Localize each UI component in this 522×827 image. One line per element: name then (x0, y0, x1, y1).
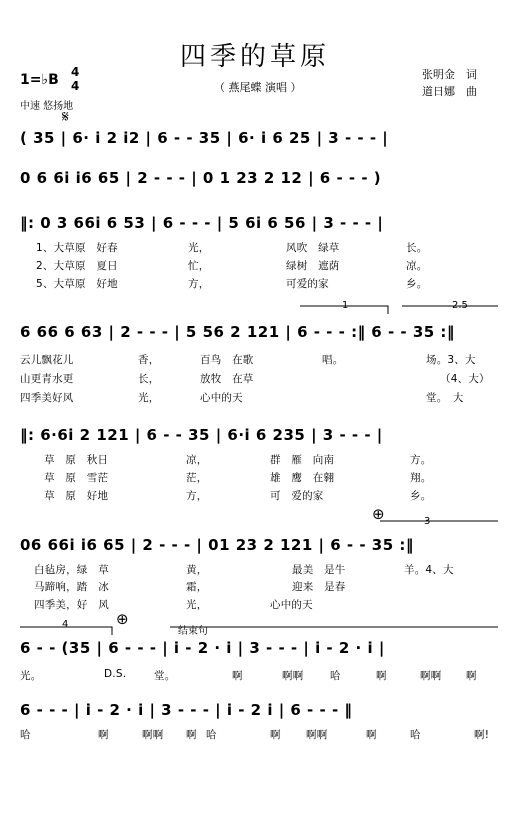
lyric-text: 迎来 是春 (292, 581, 346, 593)
lyric-text: 最美 是牛 (292, 564, 346, 576)
system-1-notes: ( 35 | 6· i 2 i2 | 6 - - 35 | 6· i 6 25 | 3 - - - | (20, 129, 389, 147)
lyric-text: 心中的天 (200, 392, 243, 404)
lyric-text: 群 雁 向南 (270, 454, 335, 466)
lyric-text: 啊 (186, 729, 197, 741)
lyric-text: 草 原 好地 (44, 490, 109, 502)
system-8-notes: 6 - - - | i - 2 · i | 3 - - - | i - 2 i | 6 - - - ‖ (20, 701, 353, 719)
lyric-text: 翔。 (410, 472, 432, 484)
lyric-text: 光， (186, 599, 208, 611)
lyric-text: 忙， (188, 260, 210, 272)
lyric-text: 霜， (186, 581, 208, 593)
lyric-text: 堂。 (154, 670, 176, 682)
lyric-text: 啊 (466, 670, 477, 682)
system-4-notes: 6 66 6 63 | 2 - - - | 5 56 2 121 | 6 - - - :‖ 6 - - 35 :‖ (20, 323, 455, 341)
coda-sign: ⊕ (116, 610, 129, 628)
volta-4-label: 4 (62, 619, 69, 630)
lyric-text: 长。 (406, 242, 428, 254)
lyric-text: 啊! (474, 729, 490, 741)
coda-sign: ⊕ (372, 505, 385, 523)
system-6-notes: 06 66i i6 65 | 2 - - - | 01 23 2 121 | 6 - - 35 :‖ (20, 536, 414, 554)
song-title: 四季的草原 (180, 42, 331, 72)
lyric-text: 光， (188, 242, 210, 254)
lyric-text: 啊啊 (142, 729, 164, 741)
segno-sign: 𝄋 (62, 107, 69, 126)
lyric-text: 雄 鹰 在翱 (270, 472, 335, 484)
lyric-text: 放牧 在草 (200, 373, 254, 385)
lyric-text: 哈 (20, 729, 31, 741)
lyric-text: 百鸟 在歌 (200, 354, 254, 366)
lyric-text: 乡。 (406, 278, 428, 290)
lyric-text: 方， (186, 490, 208, 502)
lyric-text: 2、大草原 夏日 (36, 260, 118, 272)
lyric-text: 白毡房，绿 草 (34, 564, 109, 576)
lyric-text: 凉。 (406, 260, 428, 272)
lyric-text: 哈 (206, 729, 217, 741)
lyric-text: 啊 (376, 670, 387, 682)
lyric-text: 1、大草原 好春 (36, 242, 118, 254)
lyricist-credit: 张明金 词 (422, 68, 477, 81)
time-signature-top: 4 (71, 65, 80, 79)
lyric-text: 啊 (270, 729, 281, 741)
lyric-text: 方， (188, 278, 210, 290)
lyric-text: 啊 (232, 670, 243, 682)
lyric-text: 乡。 (410, 490, 432, 502)
system-2-notes: 0 6 6i i6 65 | 2 - - - | 0 1 23 2 12 | 6 - - - ) (20, 169, 382, 187)
tempo-marking: 中速 悠扬地 (20, 101, 74, 112)
lyric-text: 长， (138, 373, 160, 385)
lyric-text: 风吹 绿草 (286, 242, 340, 254)
lyric-text: 啊 (98, 729, 109, 741)
key-signature: 1=♭B (20, 72, 59, 88)
lyric-text: 黄， (186, 564, 208, 576)
singer-credit: （ 燕尾蝶 演唱 ） (214, 81, 302, 94)
lyric-text: 茫， (186, 472, 208, 484)
lyric-text: 光。 (20, 670, 42, 682)
lyric-text: 羊。4、大 (404, 564, 454, 576)
volta-4-bracket (20, 627, 112, 635)
volta-1-bracket (300, 306, 388, 314)
lyric-text: 草 原 雪茫 (44, 472, 109, 484)
lyric-text: 凉， (186, 454, 208, 466)
lyric-text: 四季美，好 风 (34, 599, 109, 611)
lyric-text: 心中的天 (270, 599, 313, 611)
lyric-text: 啊啊 (306, 729, 328, 741)
volta-2-label: 2.5 (452, 300, 468, 311)
lyric-text: 哈 (330, 670, 341, 682)
volta-1-label: 1 (342, 300, 349, 311)
time-signature-bottom: 4 (71, 79, 80, 93)
lyric-text: D.S. (104, 668, 127, 680)
lyric-text: 啊 (366, 729, 377, 741)
lyric-text: 方。 (410, 454, 432, 466)
system-3-notes: ‖: 0 3 66i 6 53 | 6 - - - | 5 6i 6 56 | 3 - - - | (20, 214, 384, 232)
lyric-text: 山更青水更 (20, 373, 74, 385)
volta-3-label: 3 (424, 516, 431, 527)
system-7-notes: 6 - - (35 | 6 - - - | i - 2 · i | 3 - - - | i - 2 · i | (20, 639, 385, 657)
lyric-text: 马蹄响，踏 冰 (34, 581, 109, 593)
lyric-text: 5、大草原 好地 (36, 278, 118, 290)
lyric-text: 光， (138, 392, 160, 404)
lyric-text: 唱。 (322, 354, 344, 366)
lyric-text: 四季美好风 (20, 392, 74, 404)
composer-credit: 道日娜 曲 (422, 85, 477, 98)
system-5-notes: ‖: 6·6i 2 121 | 6 - - 35 | 6·i 6 235 | 3 - - - | (20, 426, 383, 444)
lyric-text: （4、大） (440, 373, 490, 385)
ending-phrase-label: 结束句 (178, 626, 208, 637)
lyric-text: 哈 (410, 729, 421, 741)
lyric-text: 啊啊 (282, 670, 304, 682)
lyric-text: 堂。 大 (426, 392, 464, 404)
lyric-text: 云儿飘花儿 (20, 354, 74, 366)
lyric-text: 草 原 秋日 (44, 454, 109, 466)
lyric-text: 场。3、大 (426, 354, 476, 366)
lyric-text: 可爱的家 (286, 278, 329, 290)
lyric-text: 啊啊 (420, 670, 442, 682)
lyric-text: 绿树 遮荫 (286, 260, 340, 272)
lyric-text: 香， (138, 354, 160, 366)
lyric-text: 可 爱的家 (270, 490, 324, 502)
